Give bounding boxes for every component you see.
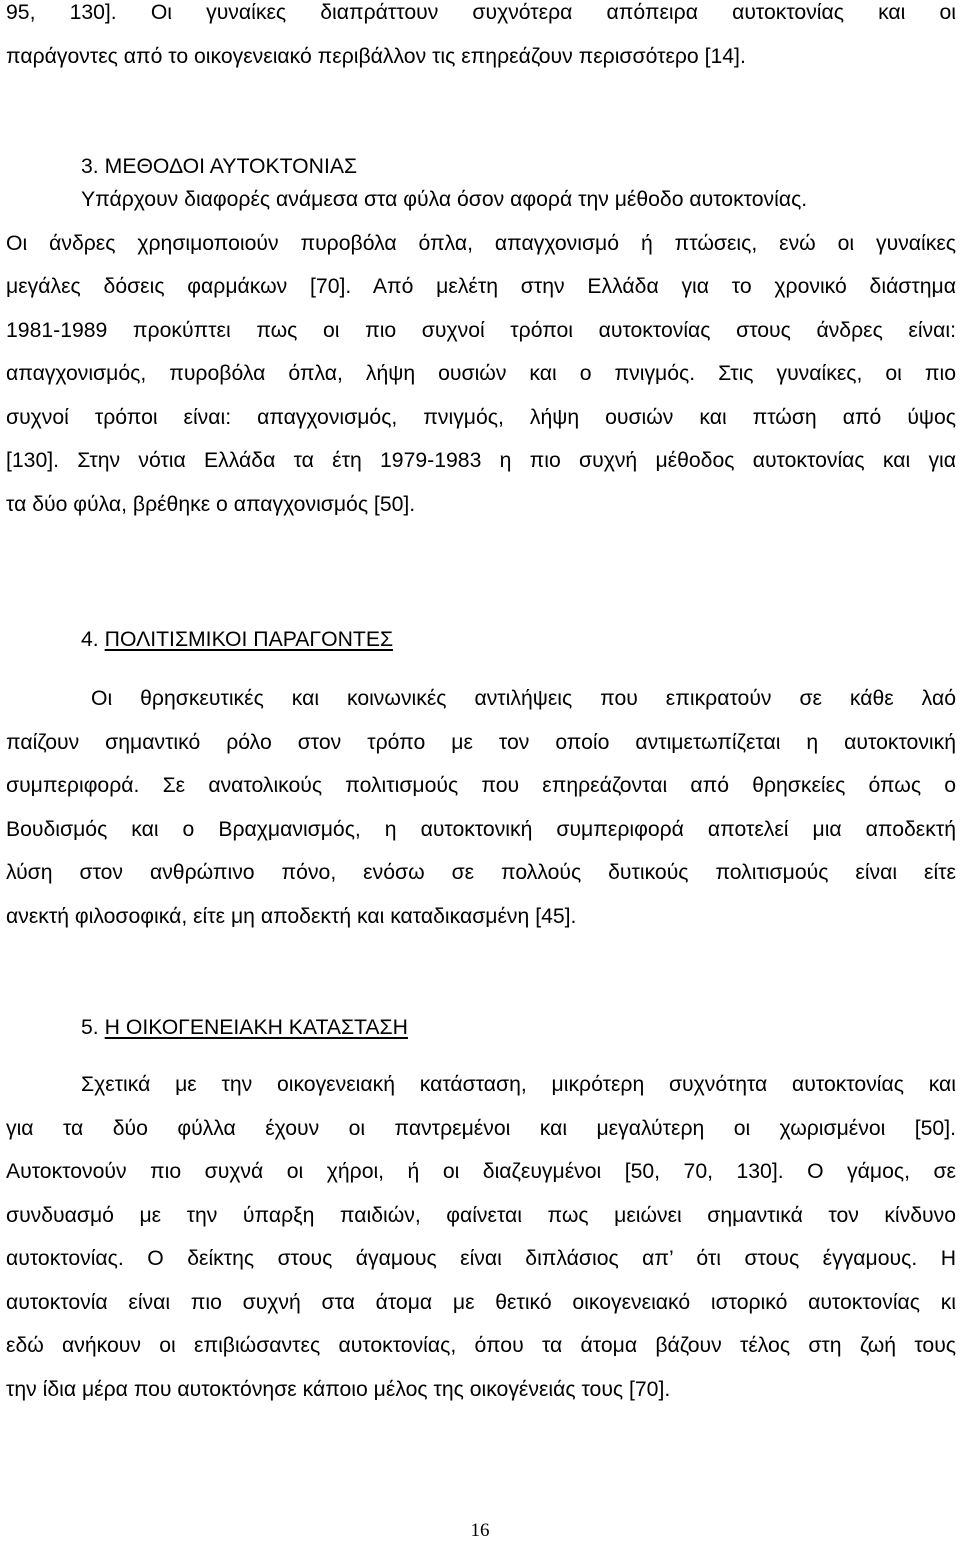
text-line: απαγχονισμός, πυροβόλα όπλα, λήψη ουσιών και ο πνιγμός. Στις γυναίκες, οι πιο (6, 362, 956, 385)
text-line: ανεκτή φιλοσοφικά, είτε μη αποδεκτή και καταδικασμένη [45]. (6, 904, 577, 928)
section-4-paragraph (6, 677, 956, 938)
text-line: 1981-1989 προκύπτει πως οι πιο συχνοί τρόποι αυτοκτονίας στους άνδρες είναι: (6, 318, 956, 342)
text-line: μεγάλες δόσεις φαρμάκων [70]. Από μελέτη στην Ελλάδα για το χρονικό διάστημα (6, 275, 956, 298)
section-5-paragraph (6, 1063, 956, 1411)
text-line: αυτοκτονία είναι πιο συχνή στα άτομα με θετικό οικογενειακό ιστορικό αυτοκτονίας κι (6, 1290, 956, 1314)
text-line: παράγοντες από το οικογενειακό περιβάλλον τις επηρεάζουν περισσότερο [14]. (6, 44, 746, 68)
text-line: αυτοκτονίας. Ο δείκτης στους άγαμους είναι διπλάσιος απ’ ότι στους έγγαμους. Η (6, 1247, 956, 1270)
text-line: Υπάρχουν διαφορές ανάμεσα στα φύλα όσον αφορά την μέθοδο αυτοκτονίας. (81, 188, 808, 211)
section-3-paragraph (6, 178, 956, 526)
text-line: 95, 130]. Οι γυναίκες διαπράττουν συχνότερα απόπειρα αυτοκτονίας και οι (6, 1, 956, 24)
text-line: παίζουν σημαντικό ρόλο στον τρόπο με τον οποίο αντιμετωπίζεται η αυτοκτονική (6, 730, 956, 754)
text-line: για τα δύο φύλλα έχουν οι παντρεμένοι και μεγαλύτερη οι χωρισμένοι [50]. (6, 1116, 956, 1140)
section-title: ΠΟΛΙΤΙΣΜΙΚΟΙ ΠΑΡΑΓΟΝΤΕΣ (104, 628, 394, 651)
text-line: Οι θρησκευτικές και κοινωνικές αντιλήψεις που επικρατούν σε κάθε λαό (91, 687, 956, 710)
section-heading-4 (81, 618, 393, 662)
page-number: 16 (470, 1520, 490, 1541)
section-title: ΜΕΘΟΔΟΙ ΑΥΤΟΚΤΟΝΙΑΣ (104, 155, 358, 178)
section-number: 3. (81, 155, 99, 178)
text-line: συχνοί τρόποι είναι: απαγχονισμός, πνιγμός, λήψη ουσιών και πτώση από ύψος (6, 405, 956, 429)
section-heading-5 (81, 1006, 408, 1050)
text-line: [130]. Στην νότια Ελλάδα τα έτη 1979-1983 η πιο συχνή μέθοδος αυτοκτονίας και για (6, 449, 956, 472)
intro-paragraph (6, 0, 956, 78)
section-number: 4. (81, 628, 99, 651)
text-line: λύση στον ανθρώπινο πόνο, ενόσω σε πολλούς δυτικούς πολιτισμούς είναι είτε (6, 861, 956, 884)
text-line: συμπεριφορά. Σε ανατολικούς πολιτισμούς που επηρεάζονται από θρησκείες όπως ο (6, 774, 956, 797)
text-line: συνδυασμό με την ύπαρξη παιδιών, φαίνεται πως μειώνει σημαντικά τον κίνδυνο (6, 1203, 956, 1227)
text-line: Αυτοκτονούν πιο συχνά οι χήροι, ή οι διαζευγμένοι [50, 70, 130]. Ο γάμος, σε (6, 1160, 956, 1183)
text-line: Σχετικά με την οικογενειακή κατάσταση, μικρότερη συχνότητα αυτοκτονίας και (81, 1073, 956, 1096)
text-line: Οι άνδρες χρησιμοποιούν πυροβόλα όπλα, απαγχονισμό ή πτώσεις, ενώ οι γυναίκες (6, 231, 956, 255)
text-line: εδώ ανήκουν οι επιβιώσαντες αυτοκτονίας, όπου τα άτομα βάζουν τέλος στη ζωή τους (6, 1334, 956, 1357)
section-title: Η ΟΙΚΟΓΕΝΕΙΑΚΗ ΚΑΤΑΣΤΑΣΗ (104, 1016, 408, 1039)
text-line: την ίδια μέρα που αυτοκτόνησε κάποιο μέλος της οικογένειάς τους [70]. (6, 1377, 671, 1401)
text-line: Βουδισμός και ο Βραχμανισμός, η αυτοκτονική συμπεριφορά αποτελεί μια αποδεκτή (6, 817, 956, 841)
text-line: τα δύο φύλα, βρέθηκε ο απαγχονισμός [50]. (6, 492, 416, 516)
section-number: 5. (81, 1016, 99, 1039)
